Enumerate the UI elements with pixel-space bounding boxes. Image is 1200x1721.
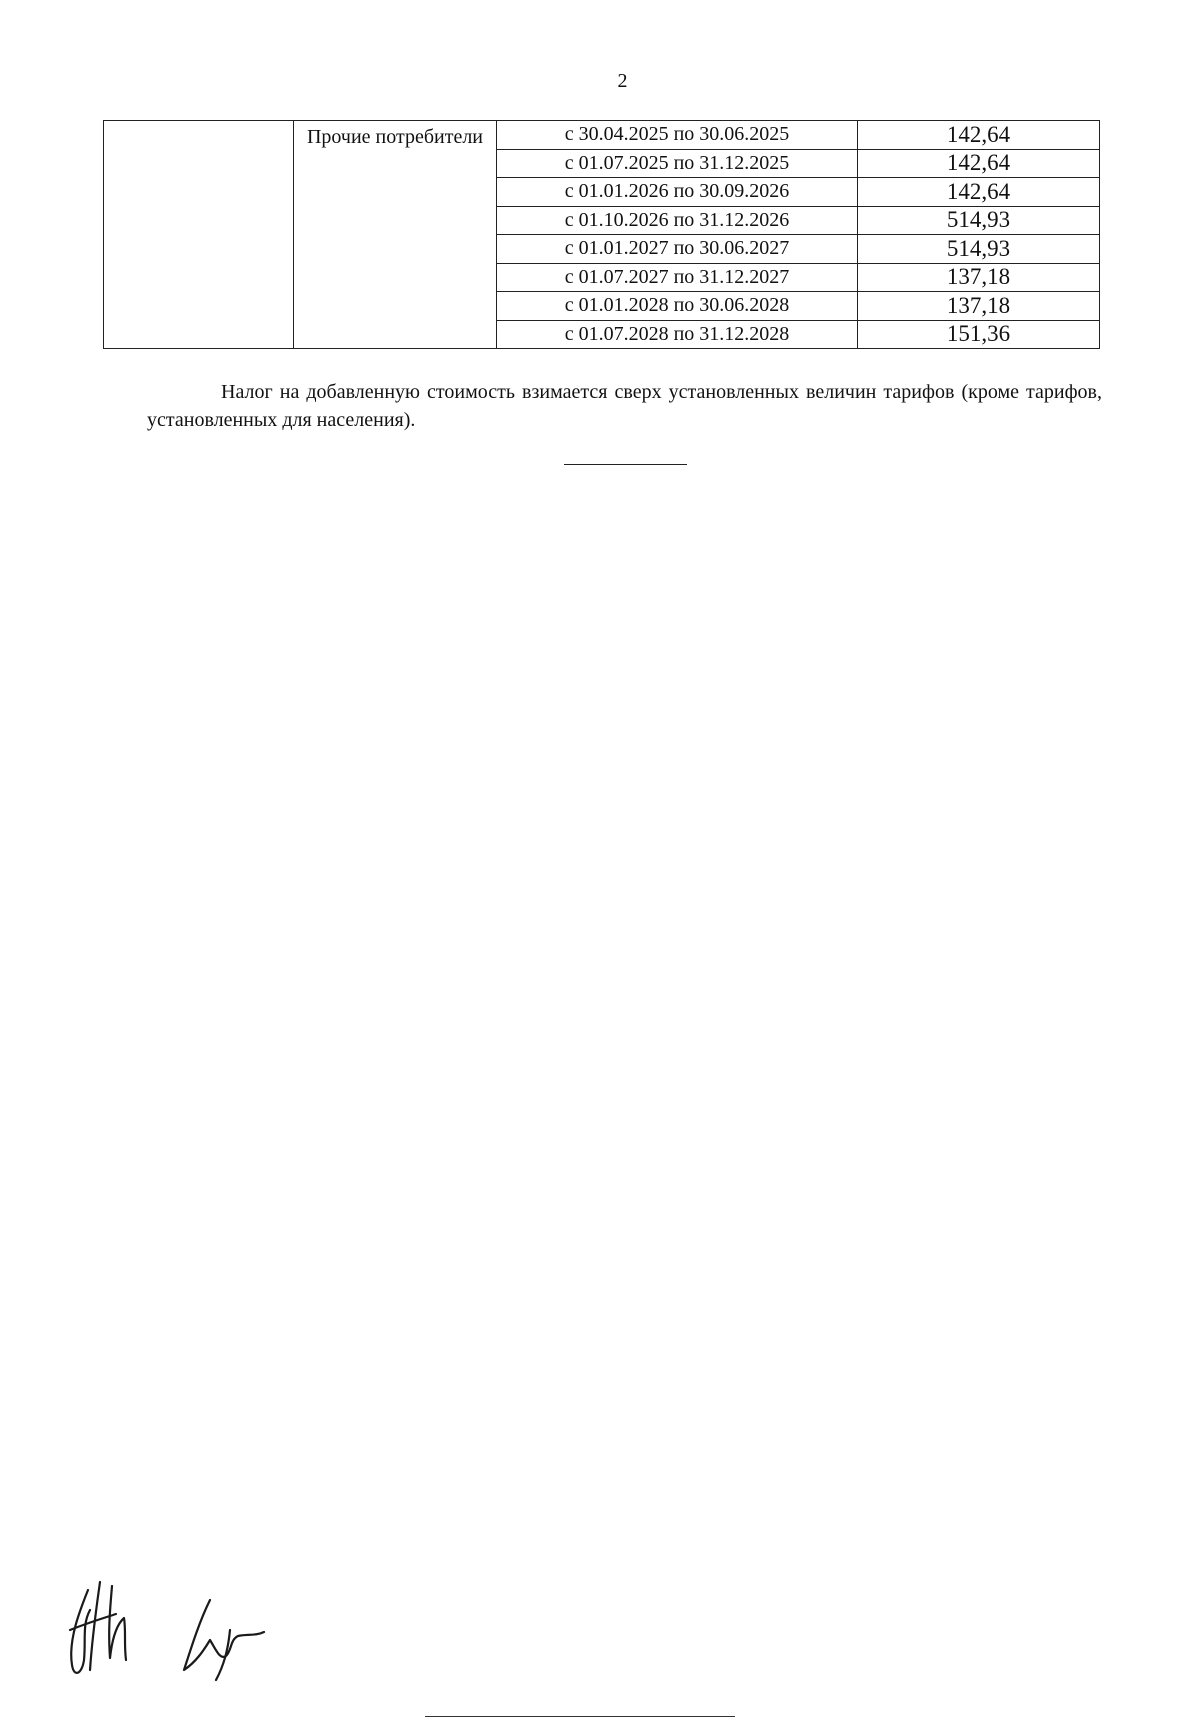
period-cell: с 01.01.2026 по 30.09.2026 — [497, 178, 858, 207]
tariff-value-cell: 142,64 — [858, 149, 1100, 178]
period-cell: с 01.01.2027 по 30.06.2027 — [497, 235, 858, 264]
period-cell: с 01.07.2025 по 31.12.2025 — [497, 149, 858, 178]
period-cell: с 01.07.2027 по 31.12.2027 — [497, 263, 858, 292]
vat-note: Налог на добавленную стоимость взимается сверх установленных величин тарифов (кроме тарифов, установленных для населения). — [147, 381, 1102, 431]
handwritten-signatures — [60, 1570, 320, 1690]
consumer-group-cell: Прочие потребители — [294, 121, 497, 349]
tariff-table — [103, 120, 1100, 349]
tariff-value-cell: 142,64 — [858, 121, 1100, 150]
period-cell: с 01.01.2028 по 30.06.2028 — [497, 292, 858, 321]
tariff-value-cell: 514,93 — [858, 235, 1100, 264]
signature-stroke — [109, 1586, 126, 1660]
signature-stroke — [71, 1590, 90, 1673]
tariff-value-cell: 142,64 — [858, 178, 1100, 207]
section-divider — [564, 464, 687, 465]
period-cell: с 01.10.2026 по 31.12.2026 — [497, 206, 858, 235]
signature-stroke — [90, 1582, 100, 1670]
empty-cell — [104, 121, 294, 349]
page-number: 2 — [617, 70, 628, 92]
table-row — [104, 121, 1100, 150]
period-cell: с 30.04.2025 по 30.06.2025 — [497, 121, 858, 150]
period-cell: с 01.07.2028 по 31.12.2028 — [497, 320, 858, 349]
bottom-rule — [425, 1716, 735, 1717]
tariff-value-cell: 514,93 — [858, 206, 1100, 235]
tariff-value-cell: 137,18 — [858, 292, 1100, 321]
tariff-value-cell: 151,36 — [858, 320, 1100, 349]
tariff-value-cell: 137,18 — [858, 263, 1100, 292]
